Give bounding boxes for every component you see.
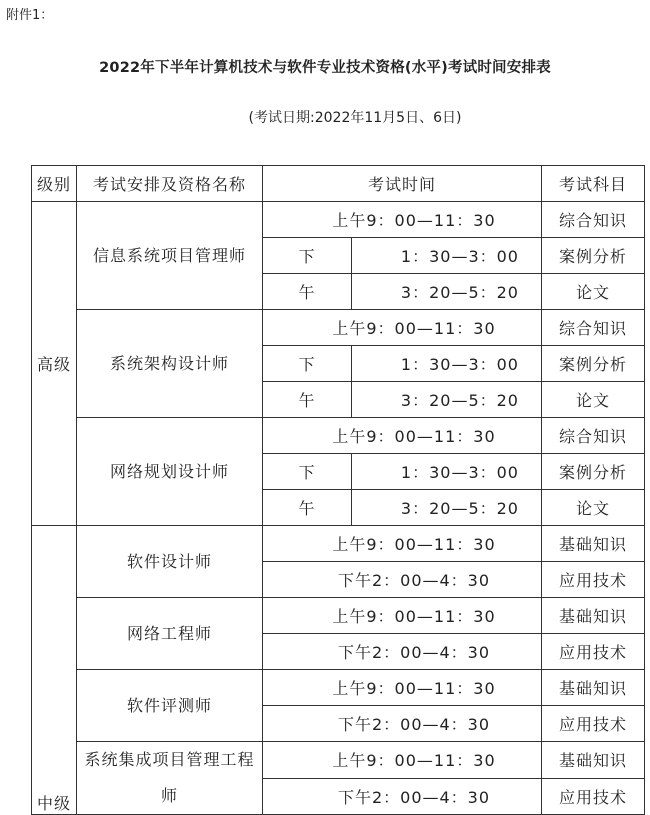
exam-subject: 基础知识 xyxy=(542,526,645,562)
exam-subject: 基础知识 xyxy=(542,742,645,779)
afternoon-time: 下午2：00—4：30 xyxy=(263,706,542,742)
qualification-name: 网络工程师 xyxy=(77,598,263,670)
exam-subject: 案例分析 xyxy=(542,238,645,274)
qualification-name: 系统集成项目管理工程师 xyxy=(77,742,263,815)
morning-time: 上午9：00—11：30 xyxy=(263,418,542,454)
afternoon-label: 午 xyxy=(263,274,352,310)
level-senior: 高级 xyxy=(32,202,77,526)
qualification-name: 系统架构设计师 xyxy=(77,310,263,418)
table-row xyxy=(32,670,645,706)
afternoon-label: 下 xyxy=(263,346,352,382)
header-time: 考试时间 xyxy=(263,166,542,202)
morning-time: 上午9：00—11：30 xyxy=(263,526,542,562)
afternoon-time-1: 1：30—3：00 xyxy=(352,346,542,382)
exam-subject: 基础知识 xyxy=(542,598,645,634)
attachment-label: 附件1： xyxy=(6,8,54,23)
afternoon-label: 下 xyxy=(263,238,352,274)
afternoon-time-1: 1：30—3：00 xyxy=(352,238,542,274)
exam-subject: 应用技术 xyxy=(542,706,645,742)
exam-subject: 论文 xyxy=(542,490,645,526)
afternoon-time-2: 3：20—5：20 xyxy=(352,382,542,418)
exam-subject: 论文 xyxy=(542,274,645,310)
exam-subject: 论文 xyxy=(542,382,645,418)
qualification-name: 网络规划设计师 xyxy=(77,418,263,526)
afternoon-time: 下午2：00—4：30 xyxy=(263,778,542,815)
morning-time: 上午9：00—11：30 xyxy=(263,598,542,634)
header-qualification: 考试安排及资格名称 xyxy=(77,166,263,202)
qualification-name: 软件设计师 xyxy=(77,526,263,598)
exam-subject: 应用技术 xyxy=(542,778,645,815)
morning-time: 上午9：00—11：30 xyxy=(263,310,542,346)
exam-subject: 案例分析 xyxy=(542,346,645,382)
qualification-name: 信息系统项目管理师 xyxy=(77,202,263,310)
afternoon-time-2: 3：20—5：20 xyxy=(352,274,542,310)
exam-subject: 综合知识 xyxy=(542,202,645,238)
morning-time: 上午9：00—11：30 xyxy=(263,742,542,779)
exam-subject: 应用技术 xyxy=(542,634,645,670)
header-row xyxy=(32,166,645,202)
exam-subject: 应用技术 xyxy=(542,562,645,598)
table-row xyxy=(32,742,645,779)
afternoon-label: 下 xyxy=(263,454,352,490)
afternoon-time: 下午2：00—4：30 xyxy=(263,562,542,598)
table-row xyxy=(32,526,645,562)
afternoon-label: 午 xyxy=(263,490,352,526)
exam-subject: 综合知识 xyxy=(542,418,645,454)
morning-time: 上午9：00—11：30 xyxy=(263,670,542,706)
exam-subject: 案例分析 xyxy=(542,454,645,490)
table-row xyxy=(32,202,645,238)
exam-subject: 综合知识 xyxy=(542,310,645,346)
table-row xyxy=(32,310,645,346)
header-subject: 考试科目 xyxy=(542,166,645,202)
qualification-name: 软件评测师 xyxy=(77,670,263,742)
level-intermediate: 中级 xyxy=(32,526,77,815)
header-level: 级别 xyxy=(32,166,77,202)
morning-time: 上午9：00—11：30 xyxy=(263,202,542,238)
exam-schedule-table xyxy=(31,165,645,815)
table-row xyxy=(32,598,645,634)
table-row xyxy=(32,418,645,454)
afternoon-time-2: 3：20—5：20 xyxy=(352,490,542,526)
exam-date-note: (考试日期:2022年11月5日、6日) xyxy=(248,110,462,126)
afternoon-label: 午 xyxy=(263,382,352,418)
document-title: 2022年下半年计算机技术与软件专业技术资格(水平)考试时间安排表 xyxy=(99,60,551,76)
exam-subject: 基础知识 xyxy=(542,670,645,706)
afternoon-time-1: 1：30—3：00 xyxy=(352,454,542,490)
afternoon-time: 下午2：00—4：30 xyxy=(263,634,542,670)
